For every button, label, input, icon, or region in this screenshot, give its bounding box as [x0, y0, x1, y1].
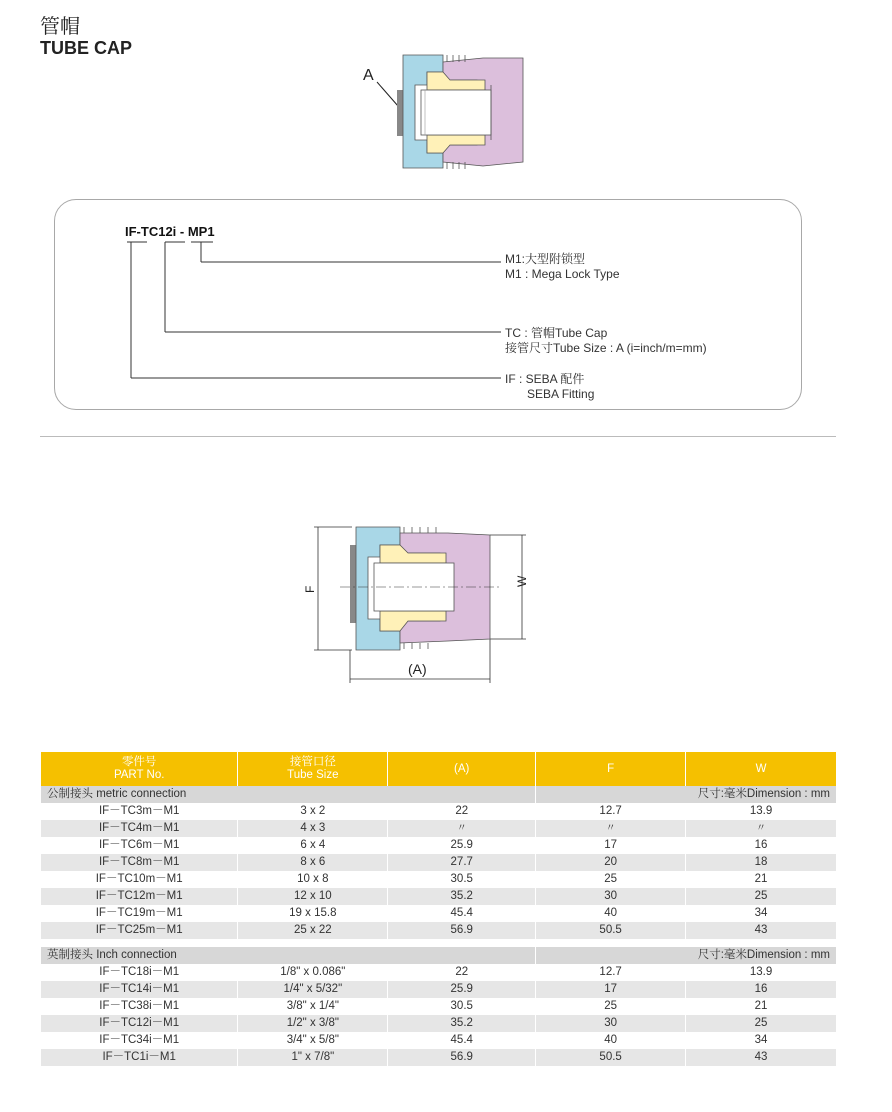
table-row	[41, 803, 837, 820]
table-cell: 43	[686, 1049, 837, 1066]
table-row	[41, 854, 837, 871]
table-cell: IF－TC4m－M1	[41, 820, 238, 837]
metric-section-title: 公制接头 metric connection	[41, 786, 536, 803]
m1-label	[505, 252, 620, 282]
table-row	[41, 888, 837, 905]
inch-section-unit: 尺寸:毫米Dimension : mm	[536, 947, 837, 964]
table-row	[41, 837, 837, 854]
table-cell: IF－TC6m－M1	[41, 837, 238, 854]
table-cell: 50.5	[536, 1049, 686, 1066]
table-cell: 45.4	[388, 905, 536, 922]
table-cell: 3/8" x 1/4"	[238, 998, 388, 1015]
label-a: A	[363, 67, 374, 84]
header-tube-size-en: Tube Size	[287, 769, 339, 781]
table-row	[41, 820, 837, 837]
table-cell: 50.5	[536, 922, 686, 939]
table-cell: 3/4" x 5/8"	[238, 1032, 388, 1049]
part-code-legend	[54, 199, 802, 410]
label-w: W	[515, 575, 529, 587]
table-row	[41, 922, 837, 939]
metric-section-unit: 尺寸:毫米Dimension : mm	[536, 786, 837, 803]
table-cell: 27.7	[388, 854, 536, 871]
table-cell: 10 x 8	[238, 871, 388, 888]
table-cell: 19 x 15.8	[238, 905, 388, 922]
if-label	[505, 372, 594, 402]
table-cell: 12.7	[536, 803, 686, 820]
tube-cap-section-drawing	[355, 50, 555, 175]
table-cell: 16	[686, 837, 837, 854]
table-cell: 34	[686, 905, 837, 922]
table-cell: 25.9	[388, 981, 536, 998]
section-divider	[40, 436, 836, 437]
table-cell: 17	[536, 837, 686, 854]
table-cell: IF－TC8m－M1	[41, 854, 238, 871]
table-cell: IF－TC19m－M1	[41, 905, 238, 922]
table-cell: 21	[686, 871, 837, 888]
table-cell: IF－TC25m－M1	[41, 922, 238, 939]
table-cell: IF－TC34i－M1	[41, 1032, 238, 1049]
table-cell: 25.9	[388, 837, 536, 854]
table-cell: IF－TC12m－M1	[41, 888, 238, 905]
table-cell: 12.7	[536, 964, 686, 981]
table-cell: 56.9	[388, 1049, 536, 1066]
tc-label-type: TC : 管帽Tube Cap	[505, 326, 608, 340]
table-row	[41, 871, 837, 888]
header-tube-size-cn: 接管口径	[289, 756, 336, 768]
table-cell: 21	[686, 998, 837, 1015]
header-part-no	[41, 752, 238, 786]
m1-label-en: M1 : Mega Lock Type	[505, 267, 620, 281]
metric-section-row	[41, 786, 837, 803]
label-a-dim: (A)	[408, 661, 427, 677]
if-label-en: SEBA Fitting	[527, 387, 595, 401]
table-cell: 56.9	[388, 922, 536, 939]
part-code: IF-TC12i - MP1	[125, 224, 215, 239]
table-cell: 25	[686, 888, 837, 905]
tc-label-size: 接管尺寸Tube Size : A (i=inch/m=mm)	[505, 341, 707, 355]
table-cell: 1" x 7/8"	[238, 1049, 388, 1066]
table-row	[41, 964, 837, 981]
table-cell: 16	[686, 981, 837, 998]
table-cell: 43	[686, 922, 837, 939]
table-cell: 6 x 4	[238, 837, 388, 854]
table-row	[41, 1032, 837, 1049]
table-cell: 45.4	[388, 1032, 536, 1049]
table-cell: 40	[536, 905, 686, 922]
table-cell: IF－TC14i－M1	[41, 981, 238, 998]
spec-table	[41, 752, 837, 1066]
table-cell: IF－TC18i－M1	[41, 964, 238, 981]
table-cell: 13.9	[686, 803, 837, 820]
table-cell: IF－TC10m－M1	[41, 871, 238, 888]
table-cell: 4 x 3	[238, 820, 388, 837]
m1-label-cn: M1:大型附锁型	[505, 252, 586, 266]
table-cell: 22	[388, 803, 536, 820]
header-f: F	[536, 752, 686, 786]
table-cell: IF－TC12i－M1	[41, 1015, 238, 1032]
table-cell: 〃	[536, 820, 686, 837]
table-cell: 30	[536, 888, 686, 905]
table-cell: 30.5	[388, 871, 536, 888]
table-cell: IF－TC38i－M1	[41, 998, 238, 1015]
table-cell: 35.2	[388, 888, 536, 905]
table-spacer	[41, 939, 837, 947]
header-part-no-cn: 零件号	[121, 756, 157, 768]
table-cell: 1/8" x 0.086"	[238, 964, 388, 981]
table-cell: 22	[388, 964, 536, 981]
table-row	[41, 998, 837, 1015]
table-cell: 〃	[686, 820, 837, 837]
tube-cap-dimension-drawing	[300, 515, 540, 685]
table-cell: 17	[536, 981, 686, 998]
page-title-cn: 管帽	[40, 14, 80, 38]
table-cell: 8 x 6	[238, 854, 388, 871]
table-cell: 34	[686, 1032, 837, 1049]
table-cell: 12 x 10	[238, 888, 388, 905]
table-header-row	[41, 752, 837, 786]
table-cell: IF－TC1i－M1	[41, 1049, 238, 1066]
table-cell: IF－TC3m－M1	[41, 803, 238, 820]
table-cell: 25	[536, 871, 686, 888]
table-cell: 18	[686, 854, 837, 871]
table-cell: 35.2	[388, 1015, 536, 1032]
label-f: F	[303, 585, 317, 593]
page-title-en: TUBE CAP	[40, 38, 133, 58]
table-row	[41, 1049, 837, 1066]
table-row	[41, 905, 837, 922]
table-cell: 1/2" x 3/8"	[238, 1015, 388, 1032]
table-cell: 30.5	[388, 998, 536, 1015]
table-cell: 25 x 22	[238, 922, 388, 939]
header-a: (A)	[388, 752, 536, 786]
tc-label	[505, 326, 707, 356]
table-cell: 1/4" x 5/32"	[238, 981, 388, 998]
header-w: W	[686, 752, 837, 786]
table-cell: 〃	[388, 820, 536, 837]
table-row	[41, 1015, 837, 1032]
inch-section-title: 英制接头 Inch connection	[41, 947, 536, 964]
table-cell: 3 x 2	[238, 803, 388, 820]
table-row	[41, 981, 837, 998]
header-part-no-en: PART No.	[113, 769, 165, 781]
table-cell: 25	[536, 998, 686, 1015]
table-cell: 25	[686, 1015, 837, 1032]
table-cell: 30	[536, 1015, 686, 1032]
table-cell: 13.9	[686, 964, 837, 981]
inch-section-row	[41, 947, 837, 964]
if-label-cn: IF : SEBA 配件	[505, 372, 585, 386]
header-tube-size	[238, 752, 388, 786]
table-cell: 20	[536, 854, 686, 871]
table-cell: 40	[536, 1032, 686, 1049]
